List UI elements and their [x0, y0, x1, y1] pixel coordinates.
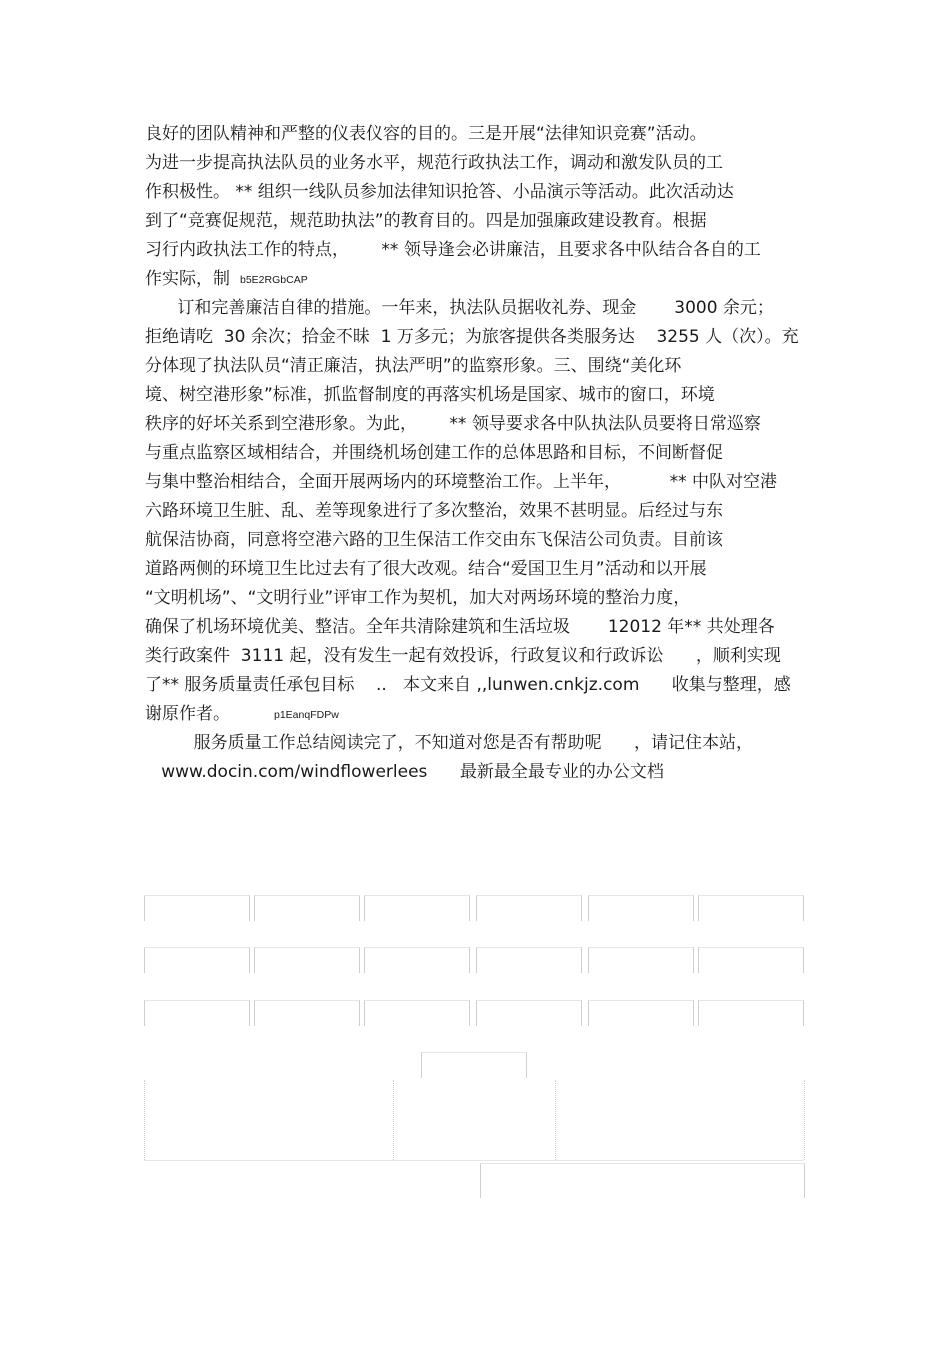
text-line-19: 类行政案件 3111 起，没有发生一起有效投诉，行政复议和行政诉讼 ，顺利实现 — [145, 646, 781, 666]
text-line-8: 拒绝请吃 30 余次；拾金不昧 1 万多元；为旅客提供各类服务达 3255 人（次）。充 — [145, 327, 799, 347]
closing-line-2: www.docin.com/windflowerlees 最新最全最专业的办公文档 — [145, 762, 664, 782]
text-line-14: 六路环境卫生脏、乱、差等现象进行了多次整治，效果不甚明显。后经过与东 — [145, 501, 723, 521]
text-line-1: 良好的团队精神和严整的仪表仪容的目的。三是开展“法律知识竞赛”活动。 — [145, 124, 707, 144]
text-line-7: 订和完善廉洁自律的措施。一年来，执法队员据收礼券、现金 3000 余元； — [145, 298, 774, 318]
table-border — [555, 1080, 556, 1160]
table-cell — [476, 895, 582, 921]
table-cell — [698, 895, 804, 921]
watermark-code-1: b5E2RGbCAP — [240, 274, 308, 286]
table-border — [393, 1080, 394, 1160]
text-line-4: 到了“竞赛促规范，规范助执法”的教育目的。四是加强廉政建设教育。根据 — [145, 211, 707, 231]
table-cell — [254, 947, 360, 973]
text-line-15: 航保洁协商，同意将空港六路的卫生保洁工作交由东飞保洁公司负责。目前该 — [145, 530, 723, 550]
table-cell — [144, 895, 250, 921]
text-line-6 — [145, 269, 308, 291]
table-border — [144, 1080, 145, 1160]
table-cell — [698, 947, 804, 973]
text-line-2: 为进一步提高执法队员的业务水平，规范行政执法工作，调动和激发队员的工 — [145, 153, 723, 173]
table-cell — [144, 947, 250, 973]
table-cell — [588, 895, 694, 921]
text-line-21 — [145, 704, 339, 726]
text-line-10: 境、树空港形象”标准，抓监督制度的再落实机场是国家、城市的窗口，环境 — [145, 385, 715, 405]
table-cell — [588, 1000, 694, 1026]
table-cell — [364, 947, 470, 973]
table-cell — [421, 1052, 527, 1078]
table-cell — [588, 947, 694, 973]
text-line-3: 作积极性。 ** 组织一线队员参加法律知识抢答、小品演示等活动。此次活动达 — [145, 182, 734, 202]
text-line-21-main: 谢原作者。 — [145, 704, 230, 724]
table-cell — [480, 1163, 805, 1198]
text-line-9: 分体现了执法队员“清正廉洁，执法严明”的监察形象。三、围绕“美化环 — [145, 356, 682, 376]
text-line-5: 习行内政执法工作的特点， ** 领导逢会必讲廉洁，且要求各中队结合各自的工 — [145, 240, 761, 260]
table-cell — [364, 895, 470, 921]
table-cell — [476, 1000, 582, 1026]
text-line-13: 与集中整治相结合，全面开展两场内的环境整治工作。上半年， ** 中队对空港 — [145, 472, 778, 492]
text-line-16: 道路两侧的环境卫生比过去有了很大改观。结合“爱国卫生月”活动和以开展 — [145, 559, 707, 579]
closing-line-1: 服务质量工作总结阅读完了，不知道对您是否有帮助呢 ，请记住本站， — [145, 733, 754, 753]
text-line-18: 确保了机场环境优美、整洁。全年共清除建筑和生活垃圾 12012 年** 共处理各 — [145, 617, 775, 637]
text-line-20: 了** 服务质量责任承包目标 .. 本文来自 ,,lunwen.cnkjz.com 收集与整理，感 — [145, 675, 791, 695]
table-cell — [254, 895, 360, 921]
table-cell — [698, 1000, 804, 1026]
watermark-code-2: p1EanqFDPw — [274, 709, 339, 721]
text-line-11: 秩序的好坏关系到空港形象。为此， ** 领导要求各中队执法队员要将日常巡察 — [145, 414, 761, 434]
text-line-17: “文明机场”、“文明行业”评审工作为契机，加大对两场环境的整治力度， — [145, 588, 691, 608]
table-cell — [254, 1000, 360, 1026]
table-border — [144, 1160, 804, 1161]
table-border — [804, 1080, 805, 1160]
text-line-6-main: 作实际，制 — [145, 269, 230, 289]
table-cell — [476, 947, 582, 973]
text-line-12: 与重点监察区域相结合，并围绕机场创建工作的总体思路和目标，不间断督促 — [145, 443, 723, 463]
table-cell — [144, 1000, 250, 1026]
table-cell — [364, 1000, 470, 1026]
